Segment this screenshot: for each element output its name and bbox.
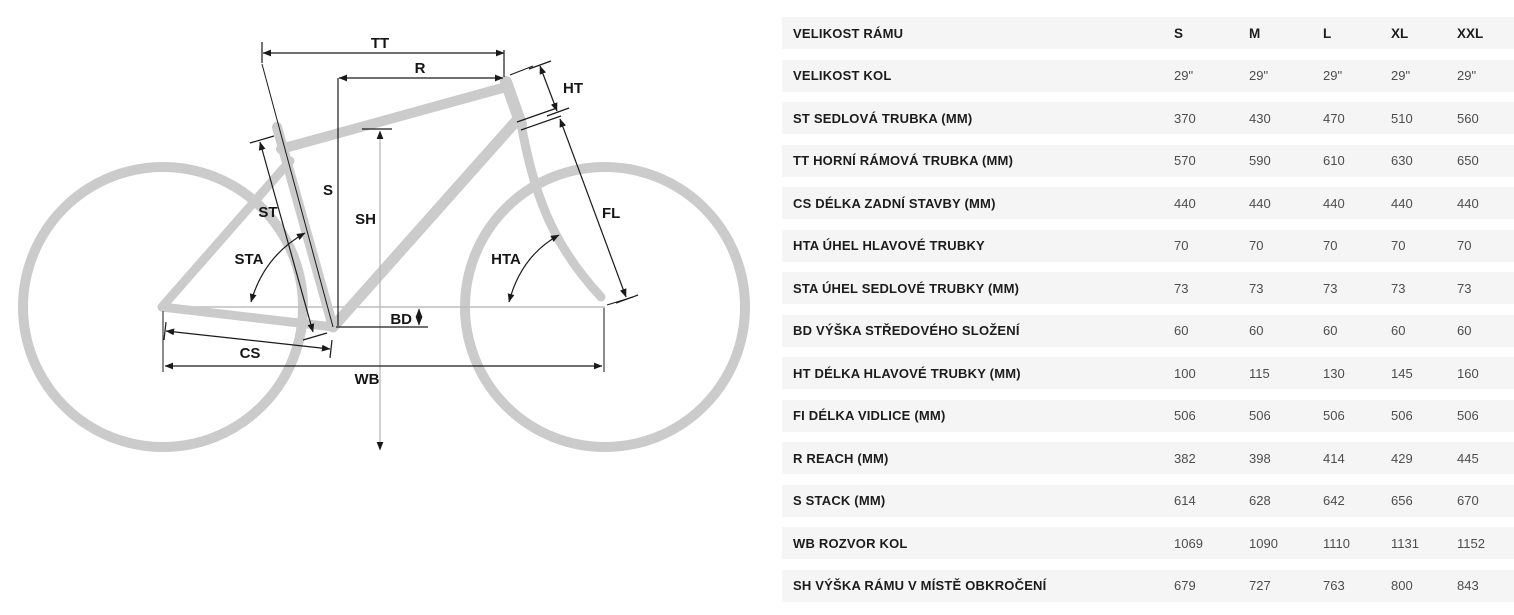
label-st: ST: [258, 204, 278, 221]
label-bd: BD: [390, 311, 412, 328]
cell-value: 727: [1249, 578, 1271, 593]
cell-value: 70: [1249, 238, 1264, 253]
column-header-s: S: [1174, 25, 1184, 41]
cell-value: 763: [1323, 578, 1345, 593]
table-row: [782, 527, 1514, 559]
cell-value: 60: [1391, 323, 1406, 338]
cell-value: 100: [1174, 365, 1196, 381]
cell-value: 440: [1457, 195, 1479, 211]
label-s: S: [322, 182, 334, 199]
cell-value: 642: [1323, 493, 1345, 508]
table-row: [782, 315, 1514, 347]
cell-value: 506: [1174, 408, 1196, 423]
cell-value: 1110: [1323, 535, 1350, 551]
geometry-table-body: [782, 60, 1514, 602]
cell-value: 130: [1323, 365, 1345, 381]
dim-fl: [560, 119, 638, 305]
cell-value: 506: [1249, 408, 1271, 423]
cell-value: 382: [1174, 450, 1196, 466]
cell-value: 800: [1391, 578, 1413, 593]
fork-tube: [521, 124, 601, 297]
row-label: ST SEDLOVÁ TRUBKA (MM): [793, 110, 973, 126]
cell-value: 70: [1457, 238, 1472, 253]
cell-value: 60: [1457, 323, 1472, 338]
cell-value: 1131: [1391, 535, 1419, 551]
cell-value: 29": [1391, 68, 1411, 83]
label-sh: SH: [355, 211, 376, 228]
row-label: TT HORNÍ RÁMOVÁ TRUBKA (MM): [793, 153, 1014, 168]
cell-value: 843: [1457, 578, 1479, 593]
cell-value: 630: [1391, 153, 1413, 168]
cell-value: 145: [1391, 365, 1413, 381]
cell-value: 29": [1323, 68, 1343, 83]
row-label: FI DÉLKA VIDLICE (MM): [793, 408, 946, 423]
label-r: R: [414, 60, 426, 77]
cell-value: 440: [1174, 195, 1196, 211]
cell-value: 398: [1249, 450, 1271, 466]
cell-value: 506: [1391, 408, 1413, 423]
cell-value: 73: [1391, 280, 1406, 296]
row-label: SH VÝŠKA RÁMU V MÍSTĚ OBKROČENÍ: [793, 578, 1047, 593]
cell-value: 656: [1391, 493, 1413, 508]
cell-value: 70: [1174, 238, 1189, 253]
row-label: R REACH (MM): [793, 450, 889, 466]
column-header-xxl: XXL: [1457, 25, 1484, 41]
cell-value: 60: [1174, 323, 1189, 338]
cell-value: 560: [1457, 110, 1479, 126]
cell-value: 370: [1174, 110, 1196, 126]
cell-value: 160: [1457, 365, 1479, 381]
label-cs: CS: [239, 345, 261, 362]
row-label: WB ROZVOR KOL: [793, 535, 908, 551]
cell-value: 470: [1323, 110, 1345, 126]
table-header-label: VELIKOST RÁMU: [793, 25, 904, 41]
label-ht: HT: [563, 80, 583, 97]
cell-value: 1152: [1457, 535, 1485, 551]
column-header-xl: XL: [1391, 25, 1409, 41]
cell-value: 60: [1249, 323, 1264, 338]
cell-value: 610: [1323, 153, 1345, 168]
cell-value: 29": [1457, 68, 1477, 83]
cell-value: 440: [1323, 195, 1345, 211]
cell-value: 1069: [1174, 535, 1203, 551]
cell-value: 60: [1323, 323, 1338, 338]
cell-value: 1090: [1249, 535, 1278, 551]
cell-value: 73: [1457, 280, 1472, 296]
cell-value: 115: [1249, 365, 1270, 381]
label-fl: FL: [602, 205, 621, 222]
cell-value: 445: [1457, 450, 1479, 466]
table-row: [782, 400, 1514, 432]
cell-value: 506: [1323, 408, 1345, 423]
table-row: [782, 145, 1514, 177]
row-label: S STACK (MM): [793, 493, 886, 508]
cell-value: 414: [1323, 450, 1345, 466]
row-label: HT DÉLKA HLAVOVÉ TRUBKY (MM): [793, 365, 1021, 381]
cell-value: 70: [1323, 238, 1338, 253]
cell-value: 506: [1457, 408, 1479, 423]
table-row: [782, 187, 1514, 219]
table-row: [782, 272, 1514, 304]
cell-value: 650: [1457, 153, 1479, 168]
table-row: [782, 357, 1514, 389]
cell-value: 429: [1391, 450, 1413, 466]
cell-value: 29": [1249, 68, 1269, 83]
label-hta: HTA: [491, 251, 521, 268]
label-wb: WB: [354, 371, 380, 388]
bike-frame: [162, 82, 601, 327]
cell-value: 440: [1391, 195, 1413, 211]
cell-value: 430: [1249, 110, 1271, 126]
cell-value: 73: [1249, 280, 1264, 296]
table-header-row: [782, 17, 1514, 49]
diagram-labels: [235, 35, 621, 388]
cell-value: 614: [1174, 493, 1196, 508]
row-label: STA ÚHEL SEDLOVÉ TRUBKY (MM): [793, 280, 1020, 296]
table-row: [782, 60, 1514, 92]
cell-value: 679: [1174, 578, 1196, 593]
table-row: [782, 485, 1514, 517]
cell-value: 73: [1174, 280, 1189, 296]
row-label: BD VÝŠKA STŘEDOVÉHO SLOŽENÍ: [793, 323, 1020, 338]
top-tube: [281, 87, 506, 149]
table-row: [782, 570, 1514, 602]
table-row: [782, 442, 1514, 474]
row-label: VELIKOST KOL: [793, 68, 892, 83]
cell-value: 670: [1457, 493, 1479, 508]
column-header-m: M: [1249, 25, 1261, 41]
label-tt: TT: [370, 35, 390, 52]
table-row: [782, 102, 1514, 134]
cell-value: 29": [1174, 68, 1194, 83]
cell-value: 628: [1249, 493, 1271, 508]
cell-value: 73: [1323, 280, 1338, 296]
cell-value: 440: [1249, 195, 1271, 211]
table-row: [782, 230, 1514, 262]
cell-value: 590: [1249, 153, 1271, 168]
cell-value: 70: [1391, 238, 1406, 253]
row-label: CS DÉLKA ZADNÍ STAVBY (MM): [793, 195, 996, 211]
geometry-table: [782, 0, 1514, 615]
dim-hta-arc: [509, 235, 559, 302]
row-label: HTA ÚHEL HLAVOVÉ TRUBKY: [793, 238, 985, 253]
column-header-l: L: [1323, 25, 1332, 41]
cell-value: 510: [1391, 110, 1413, 126]
cell-value: 570: [1174, 153, 1196, 168]
label-sta: STA: [234, 251, 264, 268]
